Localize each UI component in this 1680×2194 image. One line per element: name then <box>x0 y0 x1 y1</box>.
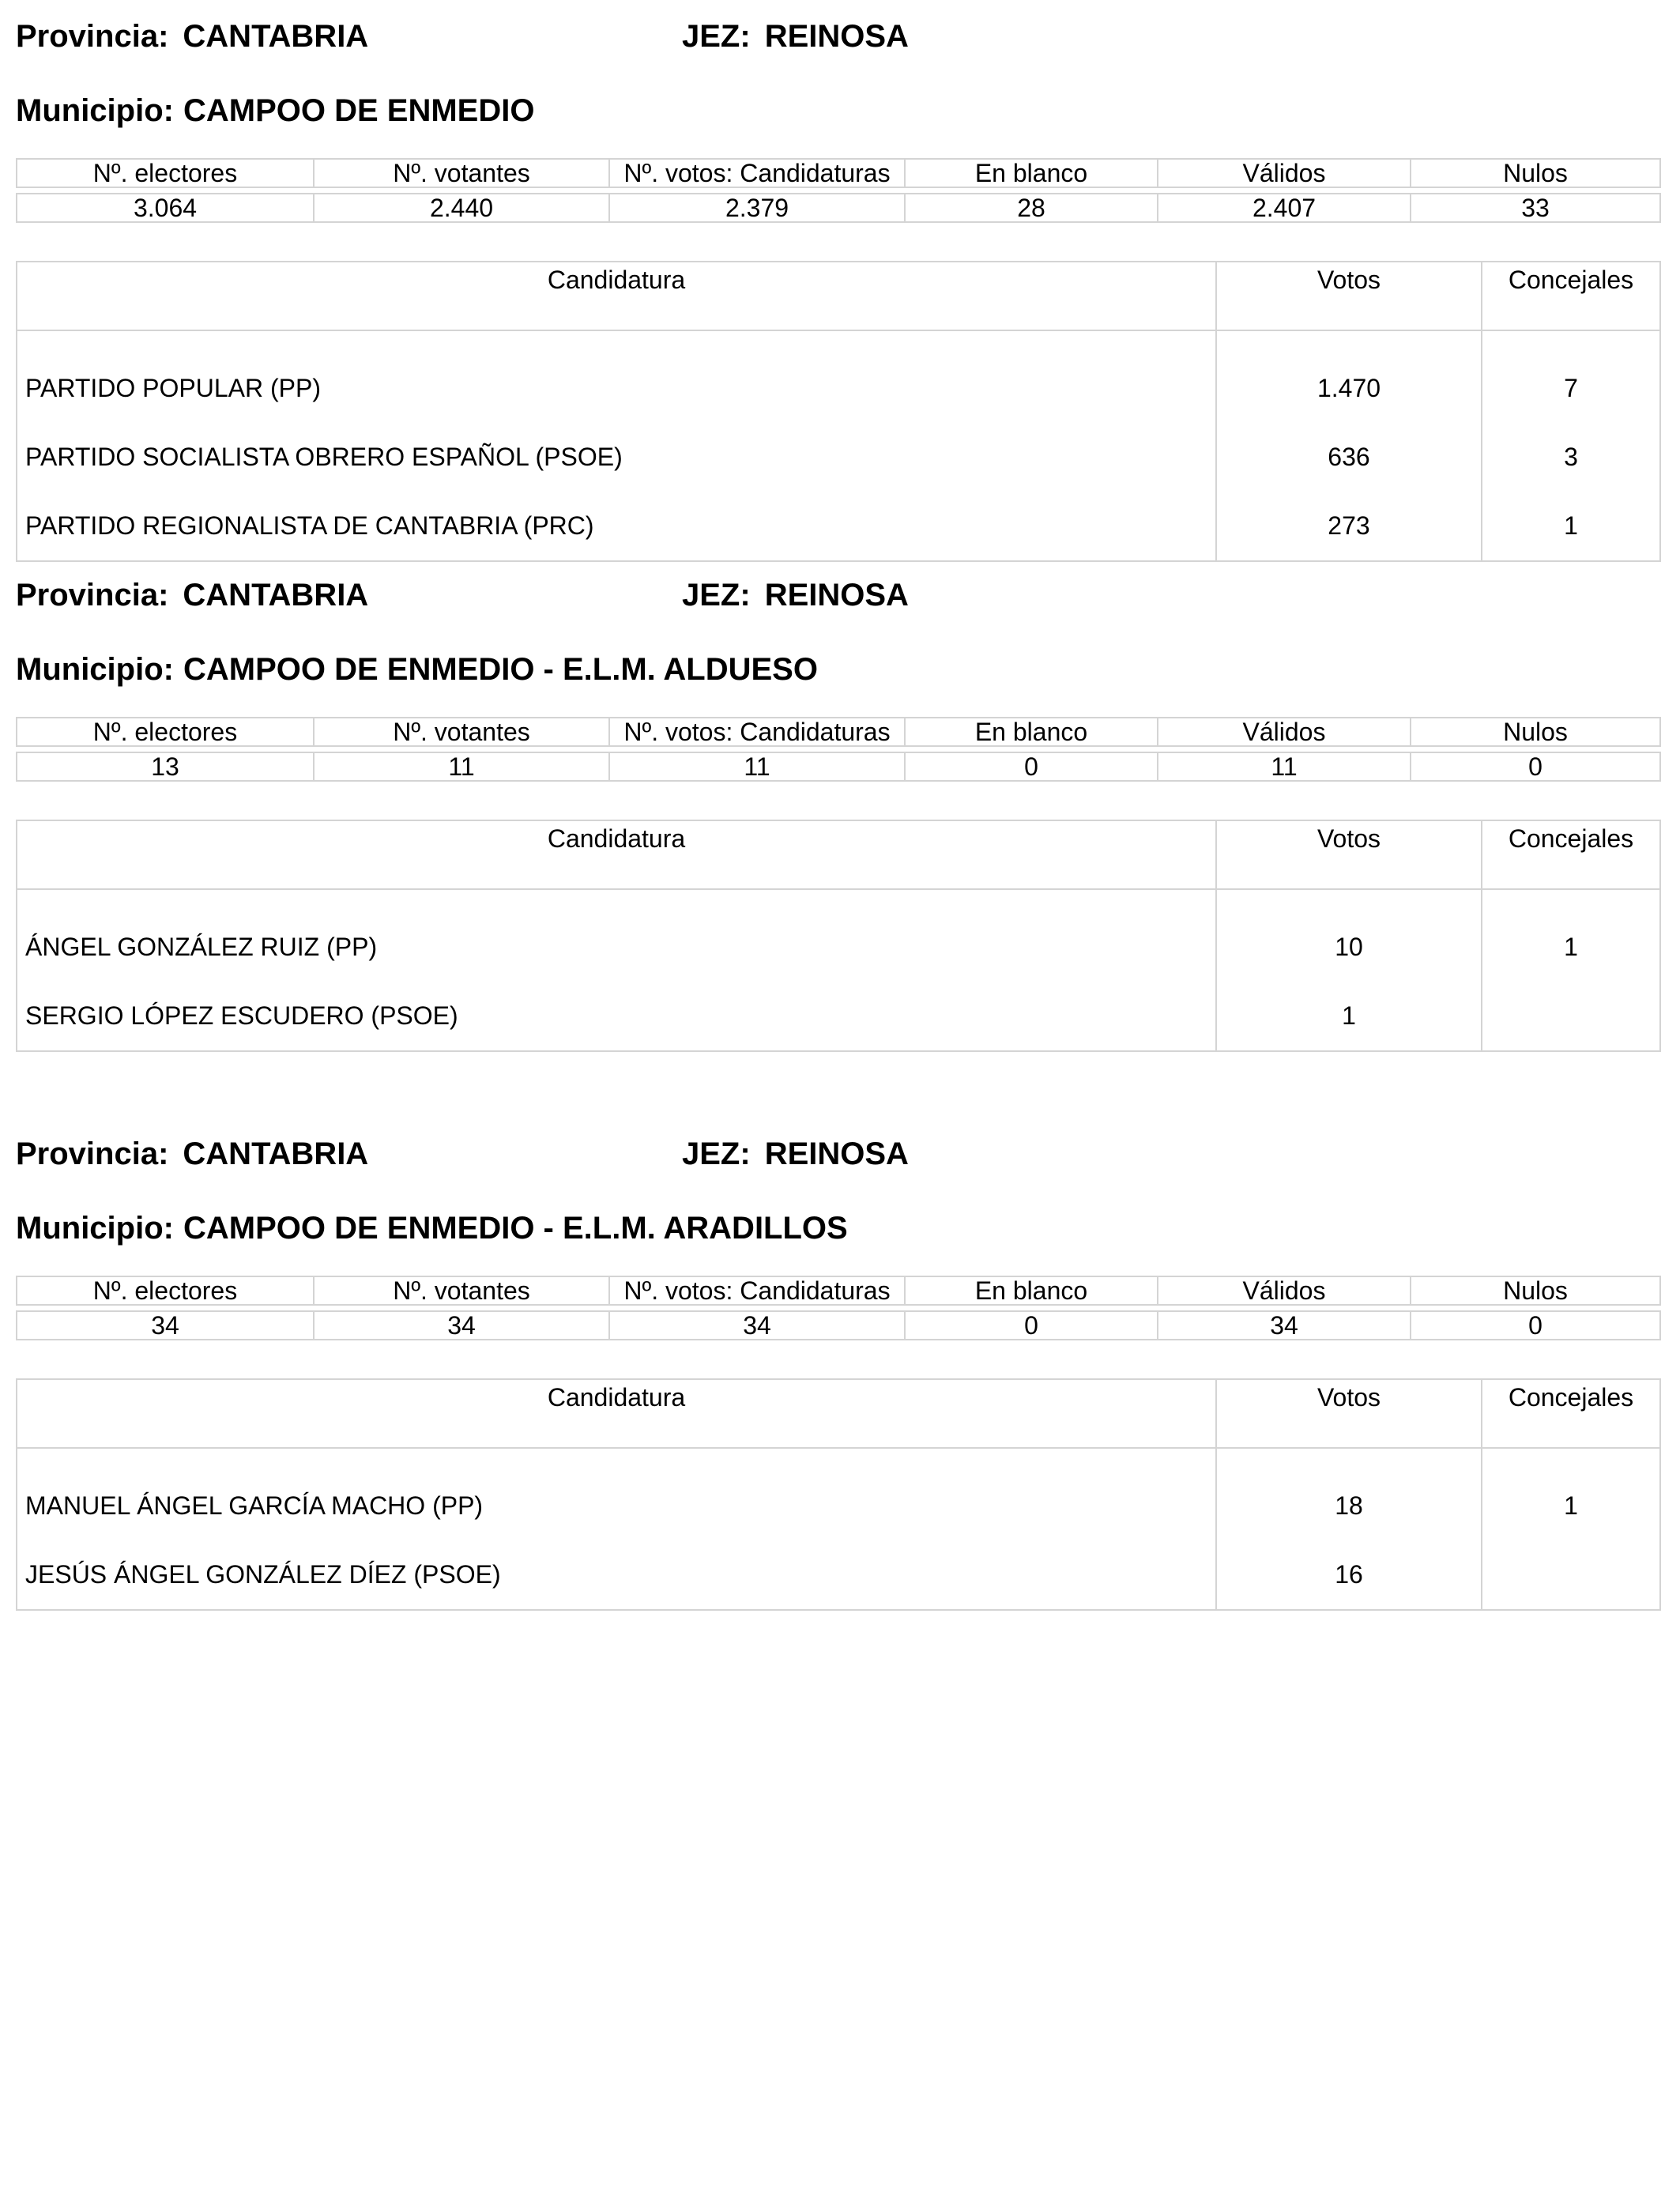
candidates-header-row <box>17 262 1660 330</box>
jez-label: JEZ: <box>682 19 751 54</box>
candidate-concejales: 1 <box>1482 492 1660 561</box>
value-electores: 34 <box>17 1311 314 1340</box>
header-votos-candidaturas: Nº. votos: Candidaturas <box>609 159 905 187</box>
candidates-header-row <box>17 1379 1660 1448</box>
candidate-name: JESÚS ÁNGEL GONZÁLEZ DÍEZ (PSOE) <box>25 1560 501 1589</box>
candidates-table <box>16 261 1661 562</box>
value-en-blanco: 0 <box>905 1311 1158 1340</box>
municipio-title <box>16 89 534 133</box>
table-row <box>17 492 1660 561</box>
candidate-votos: 273 <box>1216 492 1482 561</box>
header-electores: Nº. electores <box>17 718 314 746</box>
summary-header-row <box>17 159 1660 187</box>
candidate-concejales: 7 <box>1482 330 1660 423</box>
header-concejales: Concejales <box>1482 820 1660 889</box>
header-nulos: Nulos <box>1411 159 1660 187</box>
provincia-block <box>16 1132 368 1176</box>
candidate-name: SERGIO LÓPEZ ESCUDERO (PSOE) <box>25 1001 458 1030</box>
header-votantes: Nº. votantes <box>314 159 609 187</box>
value-validos: 34 <box>1158 1311 1411 1340</box>
candidate-votos: 1.470 <box>1216 330 1482 423</box>
header-nulos: Nulos <box>1411 718 1660 746</box>
summary-header-row <box>17 718 1660 746</box>
header-electores: Nº. electores <box>17 159 314 187</box>
value-nulos: 0 <box>1411 1311 1660 1340</box>
candidates-table <box>16 820 1661 1052</box>
header-validos: Válidos <box>1158 1276 1411 1305</box>
jez-block <box>682 573 909 617</box>
provincia-value: CANTABRIA <box>183 578 369 613</box>
jez-label: JEZ: <box>682 1137 751 1171</box>
provincia-block <box>16 573 368 617</box>
summary-table <box>16 717 1661 782</box>
header-votantes: Nº. votantes <box>314 718 609 746</box>
value-votantes: 11 <box>314 752 609 781</box>
value-votantes: 2.440 <box>314 194 609 222</box>
jez-label: JEZ: <box>682 578 751 613</box>
value-votos-candidaturas: 2.379 <box>609 194 905 222</box>
header-validos: Válidos <box>1158 159 1411 187</box>
candidates-header-row <box>17 820 1660 889</box>
candidate-votos: 1 <box>1216 982 1482 1051</box>
provincia-value: CANTABRIA <box>183 1137 369 1171</box>
provincia-label: Provincia: <box>16 1137 169 1171</box>
candidates-table <box>16 1378 1661 1611</box>
table-row <box>17 423 1660 492</box>
header-votos-candidaturas: Nº. votos: Candidaturas <box>609 1276 905 1305</box>
table-row <box>17 982 1660 1051</box>
header-nulos: Nulos <box>1411 1276 1660 1305</box>
municipio-label: Municipio: <box>16 1211 174 1246</box>
candidate-votos: 636 <box>1216 423 1482 492</box>
value-en-blanco: 0 <box>905 752 1158 781</box>
candidate-name: PARTIDO SOCIALISTA OBRERO ESPAÑOL (PSOE) <box>25 443 623 471</box>
table-row <box>17 330 1660 423</box>
header-votos: Votos <box>1216 820 1482 889</box>
header-electores: Nº. electores <box>17 1276 314 1305</box>
header-votos: Votos <box>1216 262 1482 330</box>
header-concejales: Concejales <box>1482 262 1660 330</box>
value-votantes: 34 <box>314 1311 609 1340</box>
value-validos: 11 <box>1158 752 1411 781</box>
value-nulos: 33 <box>1411 194 1660 222</box>
section-header <box>16 14 1659 58</box>
candidate-name: PARTIDO POPULAR (PP) <box>25 374 321 402</box>
municipio-value: CAMPOO DE ENMEDIO <box>183 93 535 128</box>
value-en-blanco: 28 <box>905 194 1158 222</box>
provincia-value: CANTABRIA <box>183 19 369 54</box>
header-votos: Votos <box>1216 1379 1482 1448</box>
municipio-label: Municipio: <box>16 93 174 128</box>
header-candidatura: Candidatura <box>17 1379 1216 1448</box>
header-concejales: Concejales <box>1482 1379 1660 1448</box>
jez-value: REINOSA <box>764 1137 909 1171</box>
section-header <box>16 573 1659 617</box>
candidate-votos: 10 <box>1216 889 1482 982</box>
header-validos: Válidos <box>1158 718 1411 746</box>
candidate-name: PARTIDO REGIONALISTA DE CANTABRIA (PRC) <box>25 511 594 540</box>
summary-values-row <box>17 1311 1660 1340</box>
value-electores: 13 <box>17 752 314 781</box>
jez-block <box>682 14 909 58</box>
header-en-blanco: En blanco <box>905 159 1158 187</box>
provincia-block <box>16 14 368 58</box>
header-en-blanco: En blanco <box>905 718 1158 746</box>
header-candidatura: Candidatura <box>17 820 1216 889</box>
summary-table <box>16 1276 1661 1340</box>
candidate-concejales <box>1482 982 1660 1051</box>
table-row <box>17 1540 1660 1610</box>
summary-values-row <box>17 752 1660 781</box>
provincia-label: Provincia: <box>16 19 169 54</box>
section-header <box>16 1132 1659 1176</box>
value-votos-candidaturas: 34 <box>609 1311 905 1340</box>
table-row <box>17 889 1660 982</box>
candidate-votos: 18 <box>1216 1448 1482 1540</box>
municipio-title <box>16 1206 848 1250</box>
header-en-blanco: En blanco <box>905 1276 1158 1305</box>
header-votos-candidaturas: Nº. votos: Candidaturas <box>609 718 905 746</box>
municipio-label: Municipio: <box>16 652 174 687</box>
candidate-concejales: 3 <box>1482 423 1660 492</box>
header-candidatura: Candidatura <box>17 262 1216 330</box>
municipio-value: CAMPOO DE ENMEDIO - E.L.M. ARADILLOS <box>183 1211 848 1246</box>
municipio-value: CAMPOO DE ENMEDIO - E.L.M. ALDUESO <box>183 652 818 687</box>
header-votantes: Nº. votantes <box>314 1276 609 1305</box>
candidate-concejales: 1 <box>1482 889 1660 982</box>
candidate-concejales <box>1482 1540 1660 1610</box>
candidate-concejales: 1 <box>1482 1448 1660 1540</box>
summary-values-row <box>17 194 1660 222</box>
jez-value: REINOSA <box>764 578 909 613</box>
value-electores: 3.064 <box>17 194 314 222</box>
candidate-votos: 16 <box>1216 1540 1482 1610</box>
provincia-label: Provincia: <box>16 578 169 613</box>
jez-block <box>682 1132 909 1176</box>
candidate-name: ÁNGEL GONZÁLEZ RUIZ (PP) <box>25 933 378 961</box>
jez-value: REINOSA <box>764 19 909 54</box>
municipio-title <box>16 647 818 692</box>
value-votos-candidaturas: 11 <box>609 752 905 781</box>
summary-header-row <box>17 1276 1660 1305</box>
value-nulos: 0 <box>1411 752 1660 781</box>
candidate-name: MANUEL ÁNGEL GARCÍA MACHO (PP) <box>25 1491 484 1520</box>
summary-table <box>16 158 1661 223</box>
table-row <box>17 1448 1660 1540</box>
value-validos: 2.407 <box>1158 194 1411 222</box>
